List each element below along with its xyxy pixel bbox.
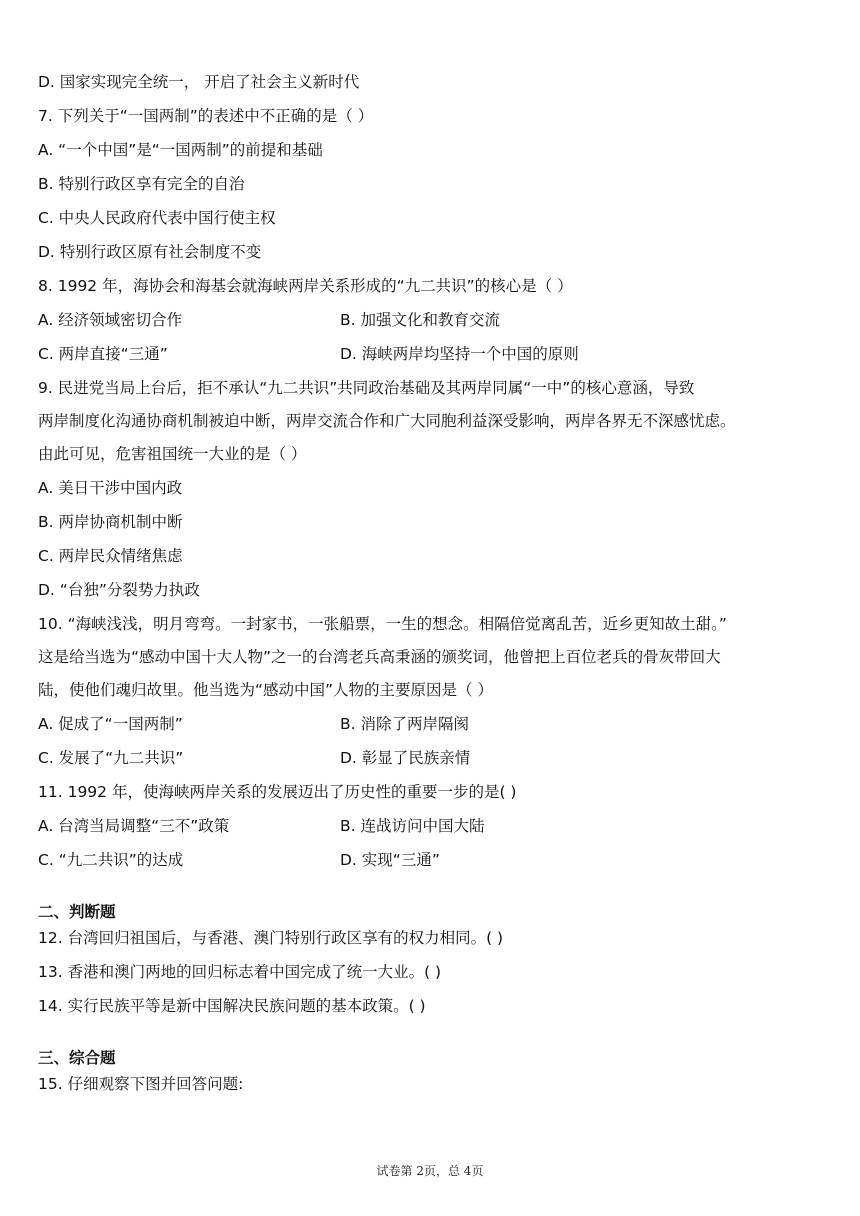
question-14: 14. 实行民族平等是新中国解决民族问题的基本政策。( ) bbox=[38, 997, 426, 1015]
q9-option-a: A. 美日干涉中国内政 bbox=[38, 479, 183, 497]
q7-option-d: D. 特别行政区原有社会制度不变 bbox=[38, 243, 262, 261]
question-9-line-2: 两岸制度化沟通协商机制被迫中断，两岸交流合作和广大同胞利益深受影响，两岸各界无不深感忧虑。 bbox=[38, 412, 736, 430]
question-7: 7. 下列关于“一国两制”的表述中不正确的是（ ） bbox=[38, 107, 374, 125]
page-footer: 试卷第 2页，总 4页 bbox=[376, 1164, 484, 1178]
q10-option-c: C. 发展了“九二共识” bbox=[38, 749, 184, 767]
q9-option-b: B. 两岸协商机制中断 bbox=[38, 513, 183, 531]
question-10-line-1: 10. “海峡浅浅，明月弯弯。一封家书，一张船票，一生的想念。相隔倍觉离乱苦，近乡更知故土甜。” bbox=[38, 615, 727, 633]
q8-option-b: B. 加强文化和教育交流 bbox=[340, 311, 500, 329]
question-9-line-1: 9. 民进党当局上台后，拒不承认“九二共识”共同政治基础及其两岸同属“一中”的核心意涵，导致 bbox=[38, 379, 695, 397]
question-10-line-3: 陆，使他们魂归故里。他当选为“感动中国”人物的主要原因是（ ） bbox=[38, 681, 493, 699]
question-8: 8. 1992 年，海协会和海基会就海峡两岸关系形成的“九二共识”的核心是（ ） bbox=[38, 277, 573, 295]
q10-option-b: B. 消除了两岸隔阂 bbox=[340, 715, 469, 733]
q9-option-c: C. 两岸民众情绪焦虑 bbox=[38, 547, 183, 565]
q8-option-d: D. 海峡两岸均坚持一个中国的原则 bbox=[340, 345, 579, 363]
q11-option-b: B. 连战访问中国大陆 bbox=[340, 817, 485, 835]
q10-option-d: D. 彰显了民族亲情 bbox=[340, 749, 471, 767]
question-10-line-2: 这是给当选为“感动中国十大人物”之一的台湾老兵高秉涵的颁奖词，他曾把上百位老兵的骨灰带回大 bbox=[38, 648, 721, 666]
question-13: 13. 香港和澳门两地的回归标志着中国完成了统一大业。( ) bbox=[38, 963, 442, 981]
q11-option-d: D. 实现“三通” bbox=[340, 851, 440, 869]
question-12: 12. 台湾回归祖国后，与香港、澳门特别行政区享有的权力相同。( ) bbox=[38, 929, 504, 947]
question-15: 15. 仔细观察下图并回答问题: bbox=[38, 1075, 244, 1093]
q6-option-d: D. 国家实现完全统一， 开启了社会主义新时代 bbox=[38, 73, 360, 91]
q11-option-a: A. 台湾当局调整“三不”政策 bbox=[38, 817, 230, 835]
q10-option-a: A. 促成了“一国两制” bbox=[38, 715, 183, 733]
question-11: 11. 1992 年，使海峡两岸关系的发展迈出了历史性的重要一步的是( ) bbox=[38, 783, 517, 801]
q8-option-a: A. 经济领域密切合作 bbox=[38, 311, 183, 329]
q9-option-d: D. “台独”分裂势力执政 bbox=[38, 581, 200, 599]
section-heading-comprehensive: 三、综合题 bbox=[38, 1049, 116, 1067]
q11-option-c: C. “九二共识”的达成 bbox=[38, 851, 184, 869]
q7-option-b: B. 特别行政区享有完全的自治 bbox=[38, 175, 245, 193]
q7-option-a: A. “一个中国”是“一国两制”的前提和基础 bbox=[38, 141, 323, 159]
question-9-line-3: 由此可见，危害祖国统一大业的是（ ） bbox=[38, 445, 307, 463]
q8-option-c: C. 两岸直接“三通” bbox=[38, 345, 168, 363]
q7-option-c: C. 中央人民政府代表中国行使主权 bbox=[38, 209, 276, 227]
section-heading-judgment: 二、判断题 bbox=[38, 903, 116, 921]
